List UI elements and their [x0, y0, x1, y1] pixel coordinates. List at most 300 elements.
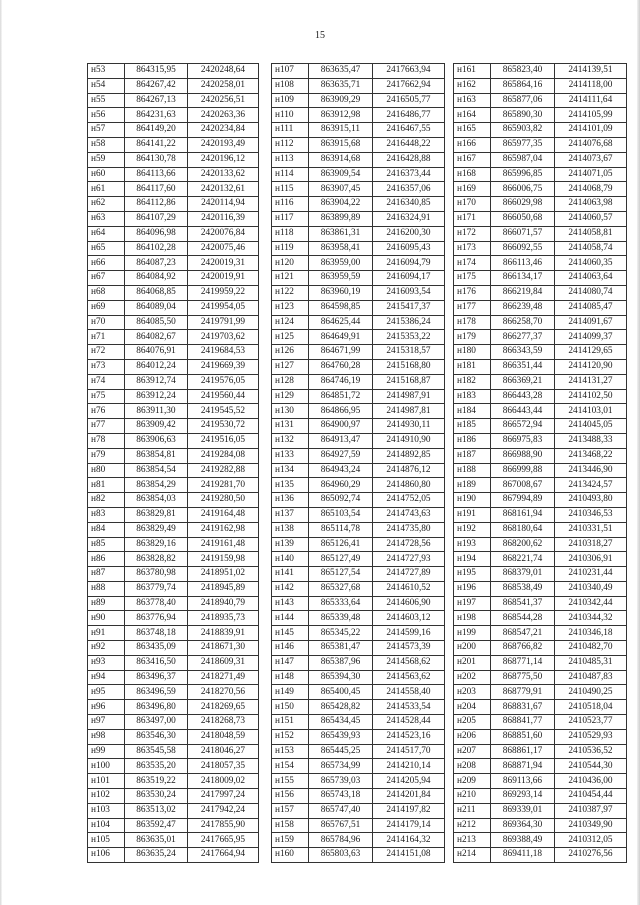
point-id-cell: н137 — [272, 507, 309, 522]
point-id-cell: н133 — [272, 448, 309, 463]
point-id-cell: н136 — [272, 493, 309, 508]
table-row — [88, 759, 259, 774]
x-coordinate-cell: 863496,80 — [125, 700, 188, 715]
point-id-cell: н134 — [272, 463, 309, 478]
point-id-cell: н155 — [272, 774, 309, 789]
point-id-cell: н101 — [88, 774, 125, 789]
point-id-cell: н67 — [88, 271, 125, 286]
point-id-cell: н153 — [272, 744, 309, 759]
y-coordinate-cell: 2414533,54 — [373, 700, 445, 715]
point-id-cell: н76 — [88, 404, 125, 419]
table-row — [454, 419, 627, 434]
x-coordinate-cell: 863909,54 — [309, 167, 373, 182]
y-coordinate-cell: 2414058,81 — [555, 226, 627, 241]
x-coordinate-cell: 865445,25 — [309, 744, 373, 759]
x-coordinate-cell: 865092,74 — [309, 493, 373, 508]
point-id-cell: н60 — [88, 167, 125, 182]
scan-edge-left — [0, 0, 2, 905]
point-id-cell: н93 — [88, 655, 125, 670]
x-coordinate-cell: 864927,59 — [309, 448, 373, 463]
point-id-cell: н183 — [454, 389, 491, 404]
table-row — [454, 759, 627, 774]
table-row — [88, 315, 259, 330]
y-coordinate-cell: 2419576,05 — [188, 374, 259, 389]
point-id-cell: н163 — [454, 93, 491, 108]
table-row — [272, 596, 445, 611]
x-coordinate-cell: 865877,06 — [491, 93, 555, 108]
point-id-cell: н174 — [454, 256, 491, 271]
point-id-cell: н132 — [272, 433, 309, 448]
x-coordinate-cell: 863779,74 — [125, 581, 188, 596]
table-row — [454, 389, 627, 404]
y-coordinate-cell: 2418940,79 — [188, 596, 259, 611]
point-id-cell: н154 — [272, 759, 309, 774]
y-coordinate-cell: 2419791,99 — [188, 315, 259, 330]
y-coordinate-cell: 2420116,39 — [188, 211, 259, 226]
x-coordinate-cell: 868547,21 — [491, 626, 555, 641]
x-coordinate-cell: 864943,24 — [309, 463, 373, 478]
x-coordinate-cell: 866443,44 — [491, 404, 555, 419]
table-row — [272, 774, 445, 789]
y-coordinate-cell: 2418609,31 — [188, 655, 259, 670]
x-coordinate-cell: 863635,24 — [125, 848, 188, 863]
point-id-cell: н109 — [272, 93, 309, 108]
point-id-cell: н178 — [454, 315, 491, 330]
y-coordinate-cell: 2418046,27 — [188, 744, 259, 759]
table-row — [88, 833, 259, 848]
x-coordinate-cell: 864102,28 — [125, 241, 188, 256]
table-row — [88, 626, 259, 641]
y-coordinate-cell: 2419280,50 — [188, 493, 259, 508]
point-id-cell: н56 — [88, 108, 125, 123]
point-id-cell: н197 — [454, 596, 491, 611]
table-row — [88, 108, 259, 123]
table-row — [454, 167, 627, 182]
y-coordinate-cell: 2414752,05 — [373, 493, 445, 508]
table-row — [272, 285, 445, 300]
y-coordinate-cell: 2414563,62 — [373, 670, 445, 685]
table-row — [272, 64, 445, 79]
coordinates-table-1 — [87, 63, 259, 863]
x-coordinate-cell: 869339,01 — [491, 803, 555, 818]
table-row — [272, 78, 445, 93]
point-id-cell: н118 — [272, 226, 309, 241]
table-row — [454, 404, 627, 419]
y-coordinate-cell: 2410231,44 — [555, 567, 627, 582]
x-coordinate-cell: 864231,63 — [125, 108, 188, 123]
point-id-cell: н123 — [272, 300, 309, 315]
y-coordinate-cell: 2420258,01 — [188, 78, 259, 93]
x-coordinate-cell: 865333,64 — [309, 596, 373, 611]
y-coordinate-cell: 2414068,79 — [555, 182, 627, 197]
y-coordinate-cell: 2419162,98 — [188, 522, 259, 537]
table-row — [454, 478, 627, 493]
x-coordinate-cell: 865428,82 — [309, 700, 373, 715]
table-row — [88, 803, 259, 818]
x-coordinate-cell: 866999,88 — [491, 463, 555, 478]
x-coordinate-cell: 863635,01 — [125, 833, 188, 848]
point-id-cell: н140 — [272, 552, 309, 567]
point-id-cell: н184 — [454, 404, 491, 419]
table-row — [272, 848, 445, 863]
y-coordinate-cell: 2418269,65 — [188, 700, 259, 715]
table-row — [454, 848, 627, 863]
table-row — [88, 774, 259, 789]
point-id-cell: н211 — [454, 803, 491, 818]
x-coordinate-cell: 863496,59 — [125, 685, 188, 700]
point-id-cell: н120 — [272, 256, 309, 271]
table-row — [272, 655, 445, 670]
table-row — [272, 448, 445, 463]
x-coordinate-cell: 865339,48 — [309, 611, 373, 626]
y-coordinate-cell: 2416093,54 — [373, 285, 445, 300]
point-id-cell: н100 — [88, 759, 125, 774]
point-id-cell: н103 — [88, 803, 125, 818]
point-id-cell: н98 — [88, 729, 125, 744]
point-id-cell: н181 — [454, 359, 491, 374]
point-id-cell: н83 — [88, 507, 125, 522]
y-coordinate-cell: 2419684,53 — [188, 345, 259, 360]
y-coordinate-cell: 2414892,85 — [373, 448, 445, 463]
x-coordinate-cell: 865394,30 — [309, 670, 373, 685]
y-coordinate-cell: 2414071,05 — [555, 167, 627, 182]
point-id-cell: н212 — [454, 818, 491, 833]
point-id-cell: н99 — [88, 744, 125, 759]
x-coordinate-cell: 866113,46 — [491, 256, 555, 271]
y-coordinate-cell: 2410454,44 — [555, 789, 627, 804]
table-row — [88, 419, 259, 434]
x-coordinate-cell: 864068,85 — [125, 285, 188, 300]
table-row — [272, 611, 445, 626]
table-row — [272, 108, 445, 123]
table-row — [272, 567, 445, 582]
y-coordinate-cell: 2414727,89 — [373, 567, 445, 582]
x-coordinate-cell: 863906,63 — [125, 433, 188, 448]
x-coordinate-cell: 866277,37 — [491, 330, 555, 345]
x-coordinate-cell: 865743,18 — [309, 789, 373, 804]
point-id-cell: н63 — [88, 211, 125, 226]
table-row — [272, 182, 445, 197]
y-coordinate-cell: 2419164,48 — [188, 507, 259, 522]
table-row — [88, 345, 259, 360]
point-id-cell: н127 — [272, 359, 309, 374]
table-row — [88, 197, 259, 212]
point-id-cell: н108 — [272, 78, 309, 93]
x-coordinate-cell: 863635,71 — [309, 78, 373, 93]
x-coordinate-cell: 869411,18 — [491, 848, 555, 863]
x-coordinate-cell: 865864,16 — [491, 78, 555, 93]
y-coordinate-cell: 2410487,83 — [555, 670, 627, 685]
table-row — [272, 330, 445, 345]
point-id-cell: н158 — [272, 818, 309, 833]
x-coordinate-cell: 868871,94 — [491, 759, 555, 774]
x-coordinate-cell: 863497,00 — [125, 715, 188, 730]
point-id-cell: н129 — [272, 389, 309, 404]
table-row — [454, 211, 627, 226]
y-coordinate-cell: 2414164,32 — [373, 833, 445, 848]
x-coordinate-cell: 866134,17 — [491, 271, 555, 286]
x-coordinate-cell: 864960,29 — [309, 478, 373, 493]
point-id-cell: н205 — [454, 715, 491, 730]
y-coordinate-cell: 2413446,90 — [555, 463, 627, 478]
table-row — [88, 848, 259, 863]
point-id-cell: н208 — [454, 759, 491, 774]
y-coordinate-cell: 2416448,22 — [373, 137, 445, 152]
point-id-cell: н112 — [272, 137, 309, 152]
y-coordinate-cell: 2420076,84 — [188, 226, 259, 241]
table-row — [454, 700, 627, 715]
table-row — [272, 315, 445, 330]
x-coordinate-cell: 864760,28 — [309, 359, 373, 374]
x-coordinate-cell: 866071,57 — [491, 226, 555, 241]
point-id-cell: н94 — [88, 670, 125, 685]
x-coordinate-cell: 866351,44 — [491, 359, 555, 374]
y-coordinate-cell: 2416428,88 — [373, 152, 445, 167]
table-row — [272, 759, 445, 774]
y-coordinate-cell: 2418839,91 — [188, 626, 259, 641]
y-coordinate-cell: 2418271,49 — [188, 670, 259, 685]
table-row — [88, 567, 259, 582]
y-coordinate-cell: 2414910,90 — [373, 433, 445, 448]
x-coordinate-cell: 863854,29 — [125, 478, 188, 493]
table-row — [454, 433, 627, 448]
y-coordinate-cell: 2416486,77 — [373, 108, 445, 123]
point-id-cell: н113 — [272, 152, 309, 167]
x-coordinate-cell: 869293,14 — [491, 789, 555, 804]
point-id-cell: н80 — [88, 463, 125, 478]
table-row — [88, 537, 259, 552]
y-coordinate-cell: 2414085,47 — [555, 300, 627, 315]
y-coordinate-cell: 2410346,18 — [555, 626, 627, 641]
table-row — [272, 359, 445, 374]
y-coordinate-cell: 2410529,93 — [555, 729, 627, 744]
point-id-cell: н162 — [454, 78, 491, 93]
table-row — [454, 345, 627, 360]
y-coordinate-cell: 2420075,46 — [188, 241, 259, 256]
point-id-cell: н91 — [88, 626, 125, 641]
y-coordinate-cell: 2420132,61 — [188, 182, 259, 197]
y-coordinate-cell: 2410523,77 — [555, 715, 627, 730]
table-row — [272, 700, 445, 715]
table-row — [272, 404, 445, 419]
table-row — [454, 123, 627, 138]
x-coordinate-cell: 864141,22 — [125, 137, 188, 152]
y-coordinate-cell: 2417664,94 — [188, 848, 259, 863]
point-id-cell: н200 — [454, 641, 491, 656]
point-id-cell: н213 — [454, 833, 491, 848]
x-coordinate-cell: 868541,37 — [491, 596, 555, 611]
point-id-cell: н107 — [272, 64, 309, 79]
point-id-cell: н75 — [88, 389, 125, 404]
table-row — [272, 493, 445, 508]
table-row — [454, 581, 627, 596]
y-coordinate-cell: 2418048,59 — [188, 729, 259, 744]
point-id-cell: н148 — [272, 670, 309, 685]
table-row — [272, 522, 445, 537]
table-row — [88, 182, 259, 197]
table-row — [88, 271, 259, 286]
x-coordinate-cell: 863776,94 — [125, 611, 188, 626]
x-coordinate-cell: 863912,74 — [125, 374, 188, 389]
x-coordinate-cell: 864096,98 — [125, 226, 188, 241]
table-row — [88, 256, 259, 271]
x-coordinate-cell: 868775,50 — [491, 670, 555, 685]
y-coordinate-cell: 2420196,12 — [188, 152, 259, 167]
table-row — [88, 433, 259, 448]
y-coordinate-cell: 2416094,17 — [373, 271, 445, 286]
x-coordinate-cell: 863912,98 — [309, 108, 373, 123]
y-coordinate-cell: 2414102,50 — [555, 389, 627, 404]
y-coordinate-cell: 2414129,65 — [555, 345, 627, 360]
point-id-cell: н114 — [272, 167, 309, 182]
y-coordinate-cell: 2410485,31 — [555, 655, 627, 670]
point-id-cell: н141 — [272, 567, 309, 582]
y-coordinate-cell: 2414205,94 — [373, 774, 445, 789]
table-row — [272, 581, 445, 596]
x-coordinate-cell: 863959,00 — [309, 256, 373, 271]
page-number: 15 — [315, 30, 325, 41]
y-coordinate-cell: 2414120,90 — [555, 359, 627, 374]
y-coordinate-cell: 2414060,57 — [555, 211, 627, 226]
x-coordinate-cell: 863748,18 — [125, 626, 188, 641]
table-row — [272, 537, 445, 552]
point-id-cell: н87 — [88, 567, 125, 582]
table-row — [88, 715, 259, 730]
table-row — [272, 715, 445, 730]
table-row — [454, 789, 627, 804]
table-row — [272, 389, 445, 404]
x-coordinate-cell: 863854,54 — [125, 463, 188, 478]
y-coordinate-cell: 2419530,72 — [188, 419, 259, 434]
point-id-cell: н182 — [454, 374, 491, 389]
table-row — [272, 670, 445, 685]
point-id-cell: н186 — [454, 433, 491, 448]
y-coordinate-cell: 2417662,94 — [373, 78, 445, 93]
x-coordinate-cell: 868180,64 — [491, 522, 555, 537]
y-coordinate-cell: 2418671,30 — [188, 641, 259, 656]
x-coordinate-cell: 866092,55 — [491, 241, 555, 256]
table-row — [88, 685, 259, 700]
x-coordinate-cell: 864598,85 — [309, 300, 373, 315]
table-row — [454, 803, 627, 818]
point-id-cell: н180 — [454, 345, 491, 360]
table-row — [454, 271, 627, 286]
table-row — [88, 522, 259, 537]
x-coordinate-cell: 866219,84 — [491, 285, 555, 300]
point-id-cell: н71 — [88, 330, 125, 345]
point-id-cell: н58 — [88, 137, 125, 152]
point-id-cell: н160 — [272, 848, 309, 863]
table-row — [454, 197, 627, 212]
y-coordinate-cell: 2414568,62 — [373, 655, 445, 670]
y-coordinate-cell: 2414987,81 — [373, 404, 445, 419]
point-id-cell: н89 — [88, 596, 125, 611]
x-coordinate-cell: 863545,58 — [125, 744, 188, 759]
y-coordinate-cell: 2419545,52 — [188, 404, 259, 419]
point-id-cell: н116 — [272, 197, 309, 212]
y-coordinate-cell: 2420263,36 — [188, 108, 259, 123]
x-coordinate-cell: 864149,20 — [125, 123, 188, 138]
y-coordinate-cell: 2410518,04 — [555, 700, 627, 715]
point-id-cell: н193 — [454, 537, 491, 552]
x-coordinate-cell: 863909,29 — [309, 93, 373, 108]
table-row — [88, 78, 259, 93]
x-coordinate-cell: 868771,14 — [491, 655, 555, 670]
y-coordinate-cell: 2420234,84 — [188, 123, 259, 138]
point-id-cell: н203 — [454, 685, 491, 700]
x-coordinate-cell: 863780,98 — [125, 567, 188, 582]
x-coordinate-cell: 864130,78 — [125, 152, 188, 167]
point-id-cell: н188 — [454, 463, 491, 478]
y-coordinate-cell: 2414060,35 — [555, 256, 627, 271]
y-coordinate-cell: 2410331,51 — [555, 522, 627, 537]
point-id-cell: н176 — [454, 285, 491, 300]
table-row — [454, 626, 627, 641]
table-row — [454, 537, 627, 552]
x-coordinate-cell: 863592,47 — [125, 818, 188, 833]
table-row — [454, 256, 627, 271]
x-coordinate-cell: 866050,68 — [491, 211, 555, 226]
x-coordinate-cell: 865381,47 — [309, 641, 373, 656]
table-row — [88, 241, 259, 256]
table-row — [454, 611, 627, 626]
y-coordinate-cell: 2416505,77 — [373, 93, 445, 108]
table-row — [454, 833, 627, 848]
point-id-cell: н121 — [272, 271, 309, 286]
point-id-cell: н77 — [88, 419, 125, 434]
table-row — [454, 241, 627, 256]
x-coordinate-cell: 866988,90 — [491, 448, 555, 463]
point-id-cell: н104 — [88, 818, 125, 833]
y-coordinate-cell: 2415353,22 — [373, 330, 445, 345]
y-coordinate-cell: 2419703,62 — [188, 330, 259, 345]
table-row — [88, 152, 259, 167]
y-coordinate-cell: 2419159,98 — [188, 552, 259, 567]
point-id-cell: н69 — [88, 300, 125, 315]
table-row — [272, 433, 445, 448]
table-row — [88, 123, 259, 138]
x-coordinate-cell: 864746,19 — [309, 374, 373, 389]
x-coordinate-cell: 863907,45 — [309, 182, 373, 197]
y-coordinate-cell: 2419669,39 — [188, 359, 259, 374]
point-id-cell: н156 — [272, 789, 309, 804]
x-coordinate-cell: 865387,96 — [309, 655, 373, 670]
point-id-cell: н142 — [272, 581, 309, 596]
x-coordinate-cell: 863635,47 — [309, 64, 373, 79]
point-id-cell: н78 — [88, 433, 125, 448]
point-id-cell: н177 — [454, 300, 491, 315]
table-row — [454, 374, 627, 389]
table-row — [88, 670, 259, 685]
x-coordinate-cell: 869113,66 — [491, 774, 555, 789]
point-id-cell: н95 — [88, 685, 125, 700]
table-row — [88, 700, 259, 715]
x-coordinate-cell: 865114,78 — [309, 522, 373, 537]
x-coordinate-cell: 868161,94 — [491, 507, 555, 522]
y-coordinate-cell: 2418009,02 — [188, 774, 259, 789]
table-row — [272, 167, 445, 182]
x-coordinate-cell: 865996,85 — [491, 167, 555, 182]
table-row — [454, 655, 627, 670]
y-coordinate-cell: 2415168,87 — [373, 374, 445, 389]
y-coordinate-cell: 2410312,05 — [555, 833, 627, 848]
point-id-cell: н102 — [88, 789, 125, 804]
table-row — [88, 596, 259, 611]
table-row — [88, 359, 259, 374]
y-coordinate-cell: 2414099,37 — [555, 330, 627, 345]
y-coordinate-cell: 2410490,25 — [555, 685, 627, 700]
point-id-cell: н209 — [454, 774, 491, 789]
